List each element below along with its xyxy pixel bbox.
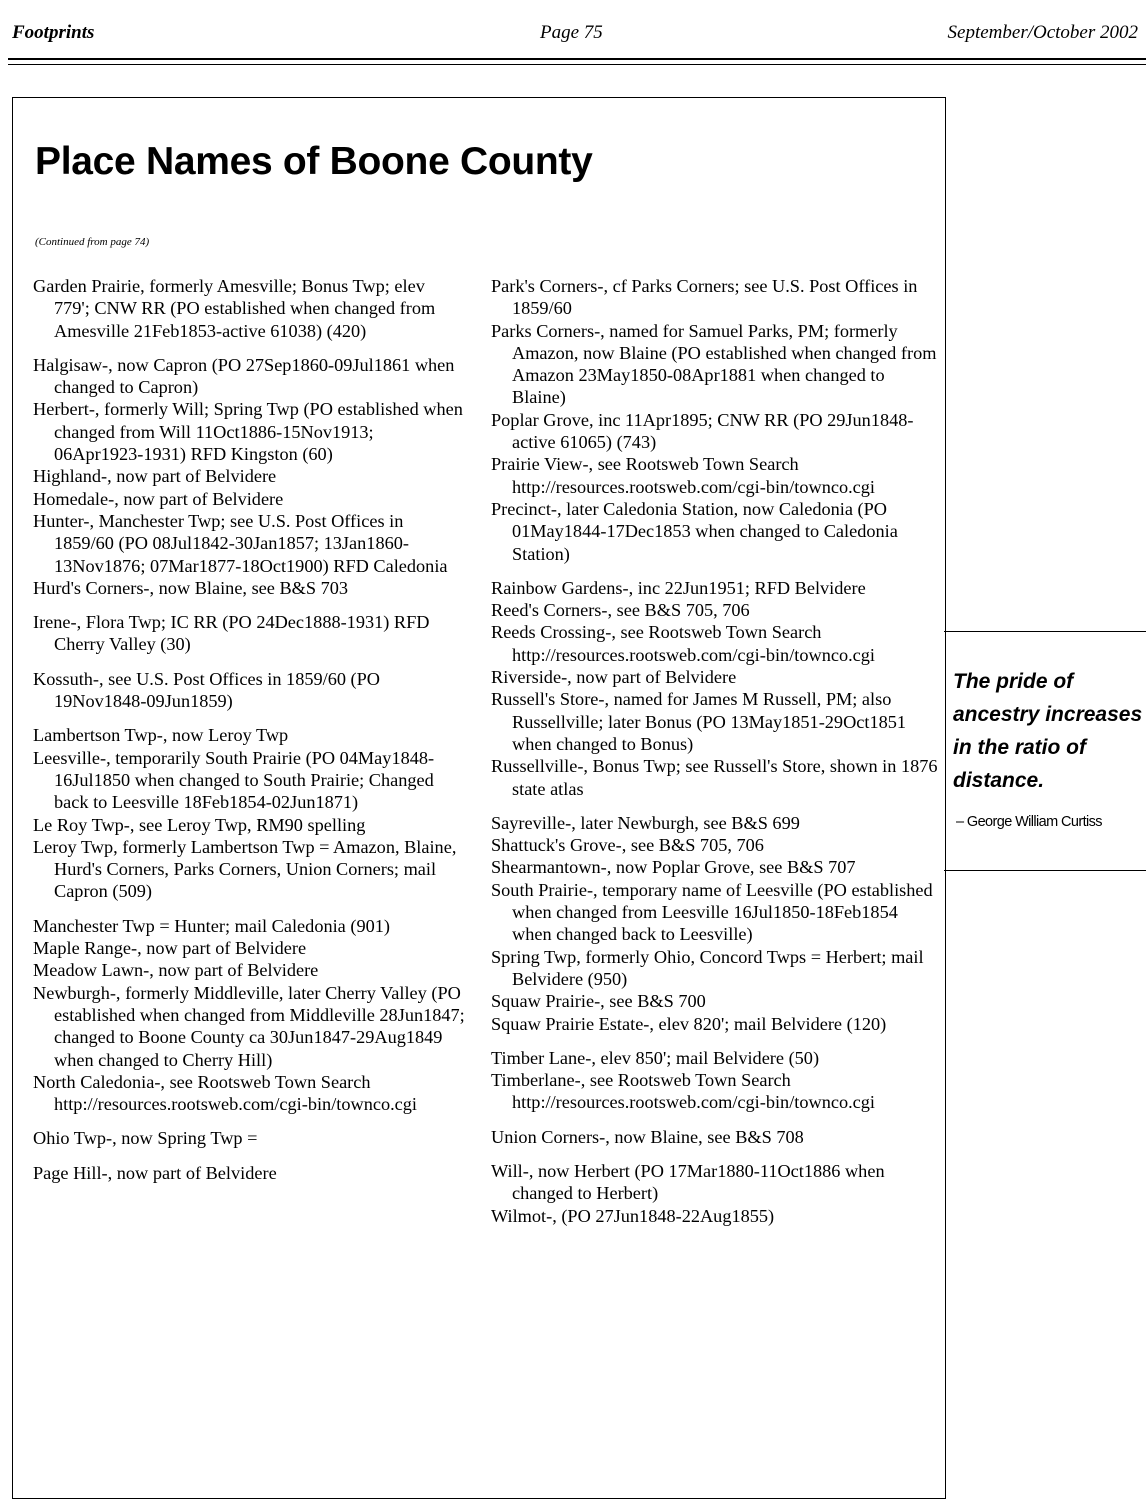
issue-date: September/October 2002 xyxy=(947,22,1138,43)
place-entry: Leesville-, temporarily South Prairie (PO 04May1848-16Jul1850 when changed to South Prairie; Changed back to Leesville 18Feb1854-02Jun1871) xyxy=(33,747,435,813)
sidebar-rule-bottom xyxy=(944,870,1146,871)
publication-name: Footprints xyxy=(12,22,95,43)
group-spacer xyxy=(491,800,939,812)
place-entry: Timber Lane-, elev 850'; mail Belvidere (50) xyxy=(491,1047,820,1068)
group-spacer xyxy=(33,712,465,724)
article-box xyxy=(12,97,946,1499)
place-entry: South Prairie-, temporary name of Leesville (PO established when changed from Leesville 16Jul1850-18Feb1854 when changed back to Leesville) xyxy=(491,879,933,945)
place-entry: Homedale-, now part of Belvidere xyxy=(33,488,284,509)
place-entry: Maple Range-, now part of Belvidere xyxy=(33,938,307,959)
place-entry: North Caledonia-, see Rootsweb Town Search http://resources.rootsweb.com/cgi-bin/townco.cgi xyxy=(33,1071,418,1115)
place-entry: Sayreville-, later Newburgh, see B&S 699 xyxy=(491,812,800,833)
place-entry: Newburgh-, formerly Middleville, later Cherry Valley (PO established when changed from Middleville 28Jun1847; changed to Boone County ca 30Jun1847-29Aug1849 when changed to Cherry Hill) xyxy=(33,982,465,1070)
group-spacer xyxy=(33,599,465,611)
place-entry: Leroy Twp, formerly Lambertson Twp = Amazon, Blaine, Hurd's Corners, Parks Corners, Union Corners; mail Capron (509) xyxy=(33,836,457,902)
place-entry: Russellville-, Bonus Twp; see Russell's Store, shown in 1876 state atlas xyxy=(491,756,938,799)
group-spacer xyxy=(491,1114,939,1126)
place-entry: Parks Corners-, named for Samuel Parks, PM; formerly Amazon, now Blaine (PO established when changed from Amazon 23May1850-08Apr1881 when changed to Blaine) xyxy=(491,320,937,408)
sidebar-rule-top xyxy=(944,631,1146,632)
place-entry: Prairie View-, see Rootsweb Town Search http://resources.rootsweb.com/cgi-bin/townco.cgi xyxy=(491,454,876,497)
place-entry: Timberlane-, see Rootsweb Town Search http://resources.rootsweb.com/cgi-bin/townco.cgi xyxy=(491,1070,876,1113)
place-entry: Will-, now Herbert (PO 17Mar1880-11Oct1886 when changed to Herbert) xyxy=(491,1160,885,1204)
place-entry: Irene-, Flora Twp; IC RR (PO 24Dec1888-1931) RFD Cherry Valley (30) xyxy=(33,612,430,655)
group-spacer xyxy=(33,656,465,668)
place-entry: Manchester Twp = Hunter; mail Caledonia (901) xyxy=(33,915,390,936)
place-entry: Rainbow Gardens-, inc 22Jun1951; RFD Belvidere xyxy=(491,577,866,598)
place-entry: Reeds Crossing-, see Rootsweb Town Search http://resources.rootsweb.com/cgi-bin/townco.cgi xyxy=(491,622,876,665)
place-entry: Hunter-, Manchester Twp; see U.S. Post Offices in 1859/60 (PO 08Jul1842-30Jan1857; 13Jan1860-13Nov1876; 07Mar1877-18Oct1900) RFD Caledonia xyxy=(33,510,448,576)
group-spacer xyxy=(33,342,465,354)
right-column xyxy=(491,275,939,1227)
place-entry: Page Hill-, now part of Belvidere xyxy=(33,1162,277,1183)
header-rule-thick xyxy=(8,58,1146,60)
place-entry: Riverside-, now part of Belvidere xyxy=(491,667,737,688)
place-entry: Le Roy Twp-, see Leroy Twp, RM90 spelling xyxy=(33,814,366,835)
group-spacer xyxy=(33,1150,465,1162)
place-entry: Garden Prairie, formerly Amesville; Bonus Twp; elev 779'; CNW RR (PO established when changed from Amesville 21Feb1853-active 61038) (420) xyxy=(33,276,436,341)
place-entry: Squaw Prairie-, see B&S 700 xyxy=(491,991,706,1012)
place-entry: Hurd's Corners-, now Blaine, see B&S 703 xyxy=(33,577,349,598)
sidebar-quote: The pride of ancestry increases in the ratio of distance. xyxy=(953,670,1143,792)
group-spacer xyxy=(491,1148,939,1160)
place-entry: Russell's Store-, named for James M Russell, PM; also Russellville; later Bonus (PO 13May1851-29Oct1851 when changed to Bonus) xyxy=(491,689,907,754)
place-entry: Shearmantown-, now Poplar Grove, see B&S 707 xyxy=(491,857,856,878)
place-entry: Poplar Grove, inc 11Apr1895; CNW RR (PO 29Jun1848-active 61065) (743) xyxy=(491,409,914,453)
group-spacer xyxy=(33,903,465,915)
place-entry: Shattuck's Grove-, see B&S 705, 706 xyxy=(491,835,764,856)
group-spacer xyxy=(491,1035,939,1047)
quote-attribution: – George William Curtiss xyxy=(956,814,1102,830)
place-entry: Union Corners-, now Blaine, see B&S 708 xyxy=(491,1126,804,1147)
article-title: Place Names of Boone County xyxy=(35,140,593,183)
header-rule-thin xyxy=(8,64,1146,65)
group-spacer xyxy=(33,1115,465,1127)
page-number: Page 75 xyxy=(540,22,603,43)
place-entry: Wilmot-, (PO 27Jun1848-22Aug1855) xyxy=(491,1205,775,1226)
place-entry: Ohio Twp-, now Spring Twp = xyxy=(33,1128,258,1149)
place-entry: Park's Corners-, cf Parks Corners; see U.S. Post Offices in 1859/60 xyxy=(491,276,918,319)
place-entry: Meadow Lawn-, now part of Belvidere xyxy=(33,960,319,981)
place-entry: Herbert-, formerly Will; Spring Twp (PO established when changed from Will 11Oct1886-15Nov1913; 06Apr1923-1931) RFD Kingston (60) xyxy=(33,399,463,465)
place-entry: Kossuth-, see U.S. Post Offices in 1859/60 (PO 19Nov1848-09Jun1859) xyxy=(33,668,381,712)
left-column xyxy=(33,275,465,1184)
group-spacer xyxy=(491,565,939,577)
place-entry: Highland-, now part of Belvidere xyxy=(33,466,277,487)
place-entry: Squaw Prairie Estate-, elev 820'; mail Belvidere (120) xyxy=(491,1013,887,1034)
continued-note: (Continued from page 74) xyxy=(35,236,150,248)
place-entry: Lambertson Twp-, now Leroy Twp xyxy=(33,725,289,746)
place-entry: Halgisaw-, now Capron (PO 27Sep1860-09Jul1861 when changed to Capron) xyxy=(33,354,455,398)
place-entry: Spring Twp, formerly Ohio, Concord Twps = Herbert; mail Belvidere (950) xyxy=(491,946,924,989)
place-entry: Precinct-, later Caledonia Station, now Caledonia (PO 01May1844-17Dec1853 when changed to Caledonia Station) xyxy=(491,498,898,564)
place-entry: Reed's Corners-, see B&S 705, 706 xyxy=(491,600,750,621)
